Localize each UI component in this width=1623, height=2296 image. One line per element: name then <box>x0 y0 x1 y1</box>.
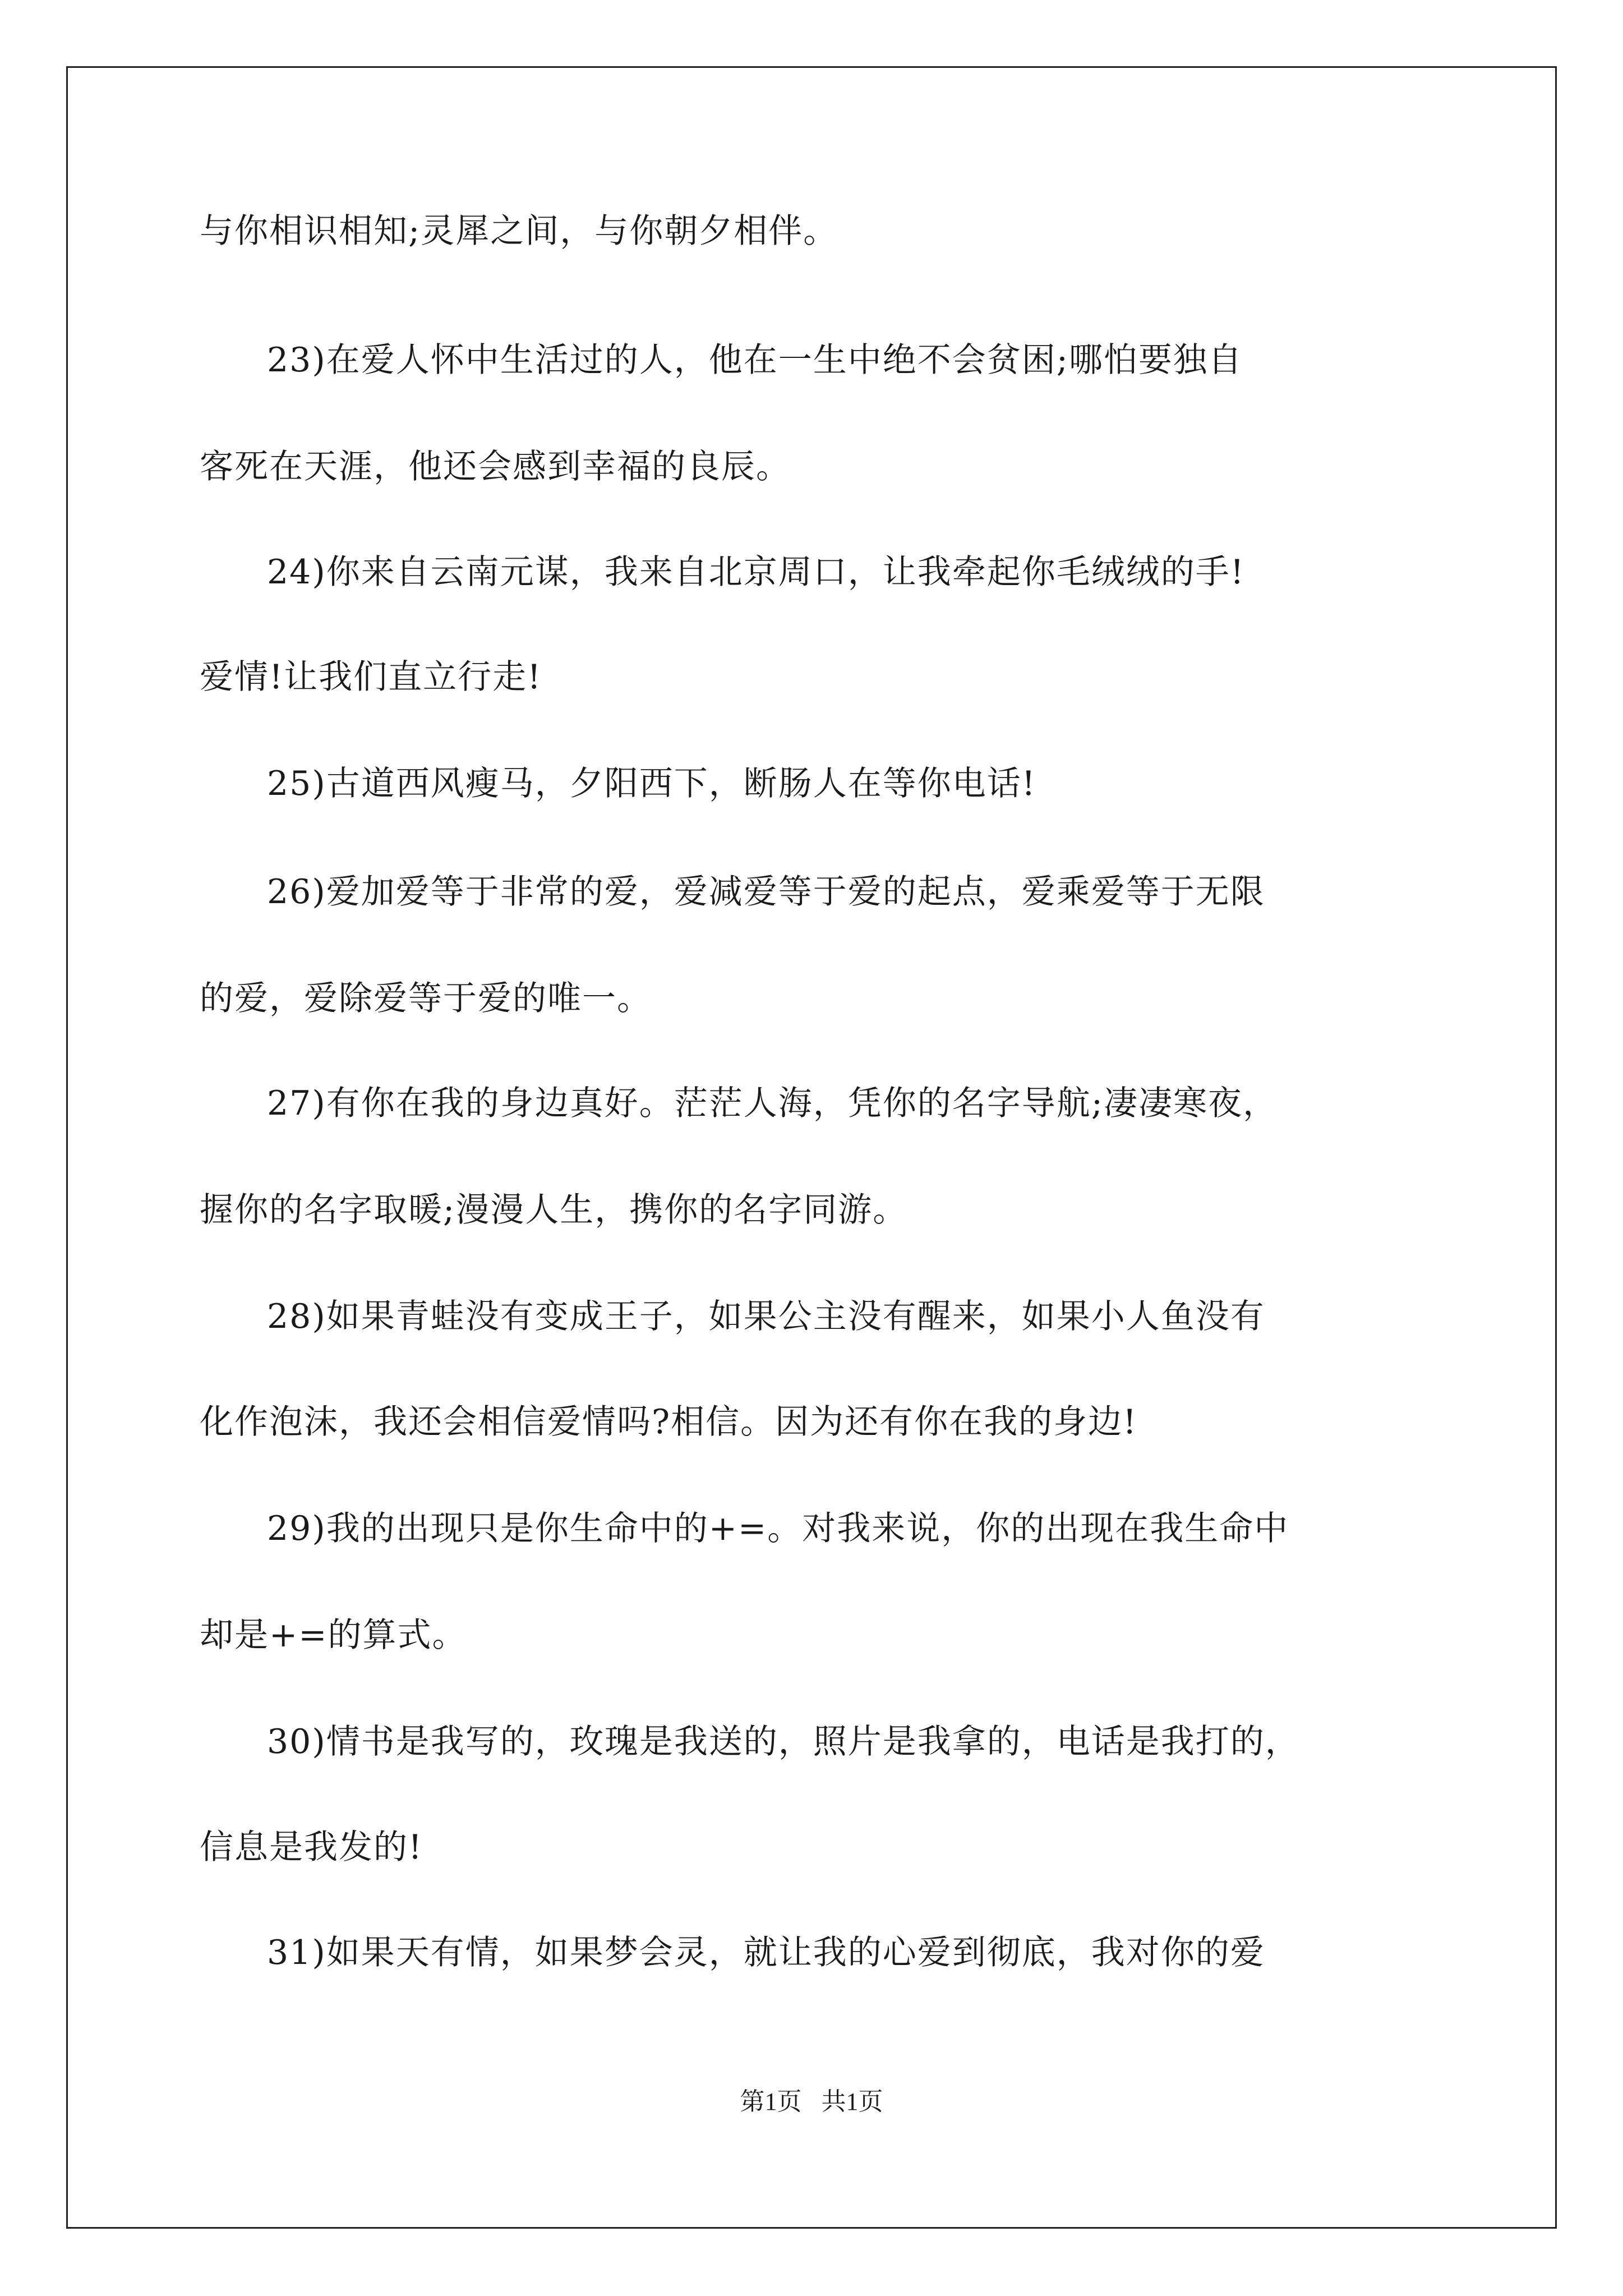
text-line: 却是+=的算式。 <box>200 1616 467 1655</box>
text-line: 23)在爱人怀中生活过的人，他在一生中绝不会贫困;哪怕要独自 <box>267 341 1243 380</box>
page-footer <box>0 2081 1623 2117</box>
text-line: 握你的名字取暖;漫漫人生，携你的名字同游。 <box>200 1190 908 1230</box>
text-line: 信息是我发的! <box>200 1828 423 1867</box>
page-border <box>66 66 1557 2229</box>
text-line: 客死在天涯，他还会感到幸福的良辰。 <box>200 447 791 486</box>
page-number: 第1页 <box>740 2088 802 2115</box>
text-line: 27)有你在我的身边真好。茫茫人海，凭你的名字导航;凄凄寒夜， <box>267 1084 1278 1123</box>
text-line: 化作泡沫，我还会相信爱情吗?相信。因为还有你在我的身边! <box>200 1402 1138 1442</box>
text-line: 的爱，爱除爱等于爱的唯一。 <box>200 979 652 1018</box>
text-line: 25)古道西风瘦马，夕阳西下，断肠人在等你电话! <box>267 764 1036 803</box>
text-line: 26)爱加爱等于非常的爱，爱减爱等于爱的起点，爱乘爱等于无限 <box>267 872 1265 912</box>
text-line: 31)如果天有情，如果梦会灵，就让我的心爱到彻底，我对你的爱 <box>267 1933 1265 1972</box>
page-total: 共1页 <box>821 2088 883 2115</box>
text-line: 30)情书是我写的，玫瑰是我送的，照片是我拿的，电话是我打的， <box>267 1722 1300 1761</box>
text-line: 28)如果青蛙没有变成王子，如果公主没有醒来，如果小人鱼没有 <box>267 1297 1265 1336</box>
text-line: 24)你来自云南元谋，我来自北京周口，让我牵起你毛绒绒的手! <box>267 553 1245 592</box>
text-line: 爱情!让我们直立行走! <box>200 657 542 697</box>
text-line: 29)我的出现只是你生命中的+=。对我来说，你的出现在我生命中 <box>267 1509 1289 1548</box>
text-line: 与你相识相知;灵犀之间，与你朝夕相伴。 <box>200 211 838 251</box>
